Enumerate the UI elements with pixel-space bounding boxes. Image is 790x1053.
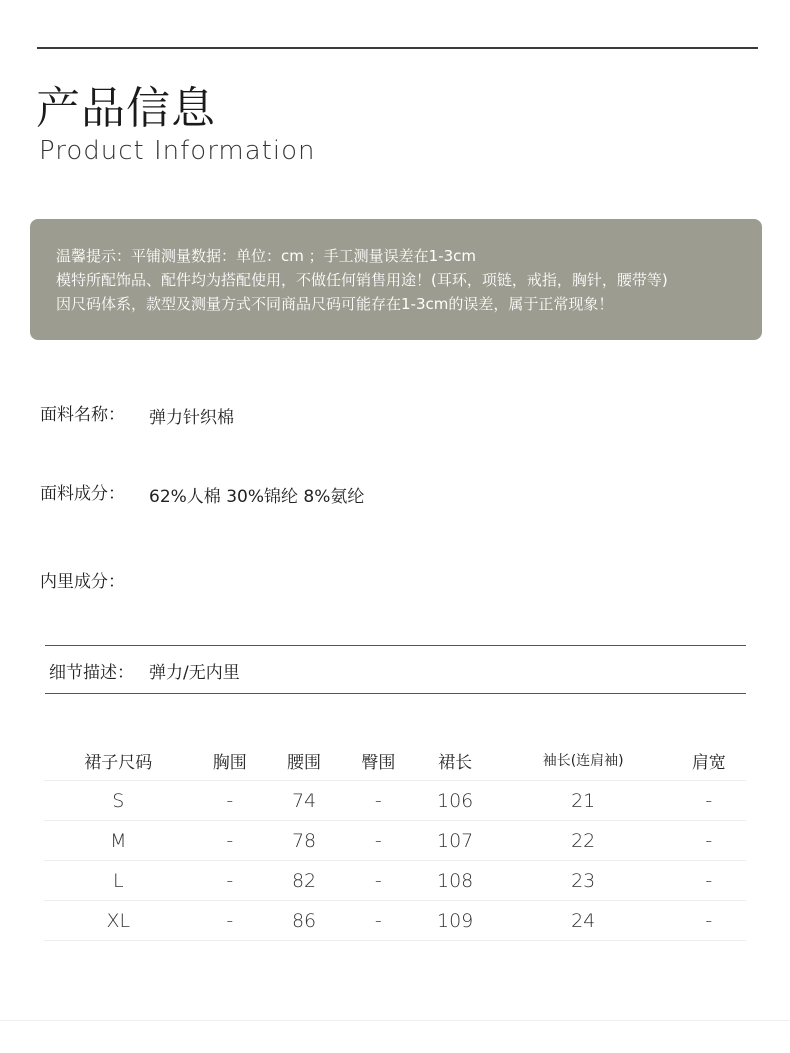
table-cell: -	[341, 861, 415, 901]
page-title: 产品信息	[36, 83, 216, 134]
table-row	[44, 781, 746, 821]
lining-label: 内里成分：	[40, 572, 125, 592]
table-row	[44, 861, 746, 901]
fabric-composition-label: 面料成分：	[40, 484, 125, 504]
fabric-name-label: 面料名称：	[40, 405, 125, 425]
table-cell: 86	[267, 901, 341, 941]
table-row	[44, 901, 746, 941]
table-cell: 78	[267, 821, 341, 861]
page-subtitle: Product Information	[39, 136, 316, 166]
table-cell: 106	[416, 781, 495, 821]
table-cell: L	[44, 861, 193, 901]
table-cell: -	[193, 781, 267, 821]
table-cell: 23	[495, 861, 672, 901]
table-cell: -	[672, 901, 746, 941]
table-cell: 107	[416, 821, 495, 861]
table-cell: -	[341, 901, 415, 941]
detail-label: 细节描述：	[49, 663, 134, 683]
column-header: 胸围	[193, 740, 267, 781]
detail-value: 弹力/无内里	[149, 663, 240, 683]
table-cell: -	[193, 901, 267, 941]
column-header: 袖长(连肩袖)	[495, 740, 672, 781]
column-header: 臀围	[341, 740, 415, 781]
fabric-name-value: 弹力针织棉	[149, 408, 234, 428]
table-cell: -	[672, 861, 746, 901]
table-cell: -	[672, 821, 746, 861]
table-cell: 21	[495, 781, 672, 821]
notice-line: 模特所配饰品、配件均为搭配使用，不做任何销售用途！(耳环，项链，戒指，胸针，腰带等)	[56, 271, 668, 289]
table-cell: 108	[416, 861, 495, 901]
size-table	[44, 740, 746, 941]
table-cell: -	[341, 821, 415, 861]
table-cell: 24	[495, 901, 672, 941]
column-header: 肩宽	[672, 740, 746, 781]
table-header-row	[44, 740, 746, 781]
table-cell: 74	[267, 781, 341, 821]
notice-line: 温馨提示：平铺测量数据：单位：cm ；手工测量误差在1-3cm	[56, 247, 476, 265]
notice-box	[30, 219, 762, 340]
table-cell: M	[44, 821, 193, 861]
table-cell: -	[672, 781, 746, 821]
table-cell: 109	[416, 901, 495, 941]
notice-line: 因尺码体系，款型及测量方式不同商品尺码可能存在1-3cm的误差，属于正常现象！	[56, 295, 614, 313]
column-header: 裙子尺码	[44, 740, 193, 781]
table-cell: 82	[267, 861, 341, 901]
table-cell: -	[193, 861, 267, 901]
table-row	[44, 821, 746, 861]
bottom-divider	[0, 1020, 790, 1021]
column-header: 裙长	[416, 740, 495, 781]
table-cell: S	[44, 781, 193, 821]
table-cell: -	[341, 781, 415, 821]
table-cell: -	[193, 821, 267, 861]
fabric-composition-value: 62%人棉 30%锦纶 8%氨纶	[149, 487, 365, 507]
table-cell: XL	[44, 901, 193, 941]
detail-top-divider	[45, 645, 746, 646]
table-cell: 22	[495, 821, 672, 861]
detail-bottom-divider	[45, 693, 746, 694]
column-header: 腰围	[267, 740, 341, 781]
top-divider	[37, 47, 758, 49]
